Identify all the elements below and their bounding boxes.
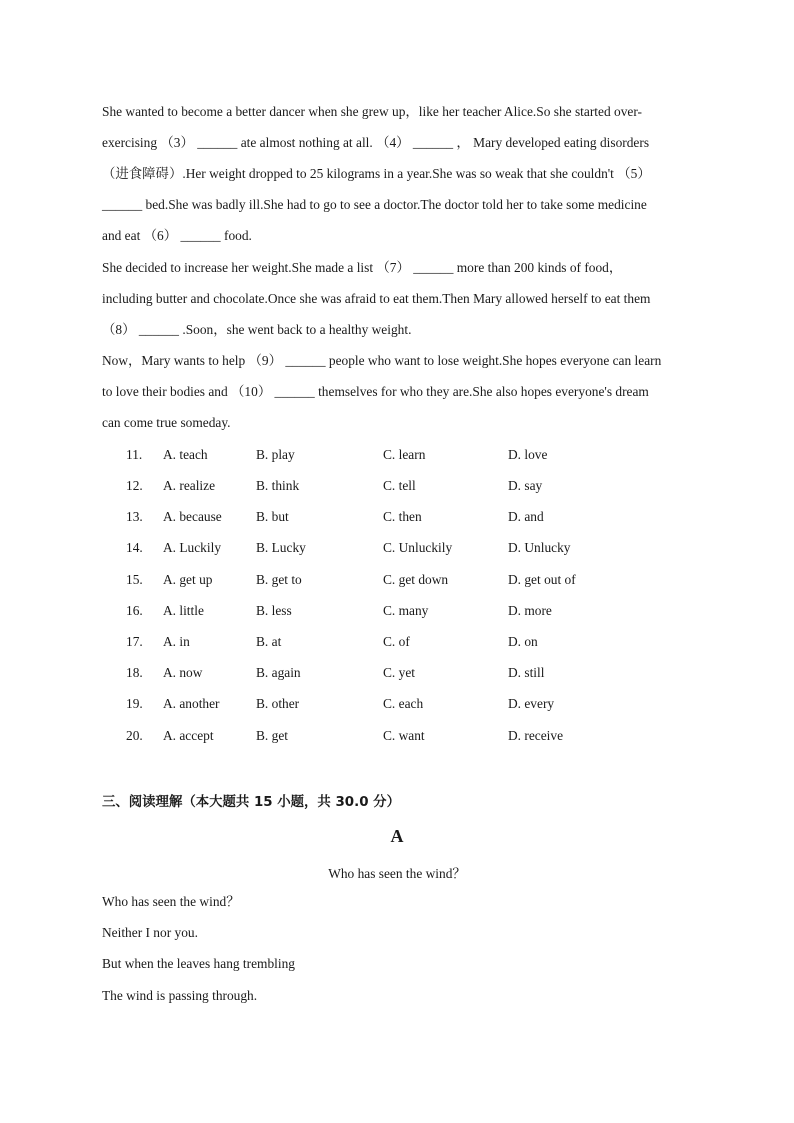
question-number: 11. bbox=[126, 447, 143, 462]
option-b: B. get bbox=[256, 728, 288, 743]
passage-line: to love their bodies and （10） ______ themselves for who they are.She also hopes everyone's dream bbox=[102, 384, 649, 399]
passage-line: （进食障碍）.Her weight dropped to 25 kilograms in a year.She was so weak that she couldn't （5） bbox=[102, 166, 651, 181]
option-b: B. play bbox=[256, 447, 295, 462]
option-a: A. another bbox=[163, 696, 220, 711]
poem-line: But when the leaves hang trembling bbox=[102, 956, 296, 971]
option-c: C. get down bbox=[383, 572, 449, 587]
option-a: A. now bbox=[163, 665, 203, 680]
question-number: 15. bbox=[126, 572, 143, 587]
option-d: D. get out of bbox=[508, 572, 576, 587]
poem-line: Neither I nor you. bbox=[102, 925, 198, 940]
option-c: C. of bbox=[383, 634, 410, 649]
option-a: A. get up bbox=[163, 572, 213, 587]
passage-line: including butter and chocolate.Once she was afraid to eat them.Then Mary allowed herself to eat them bbox=[102, 291, 651, 306]
option-d: D. receive bbox=[508, 728, 564, 743]
option-a: A. little bbox=[163, 603, 204, 618]
option-c: C. tell bbox=[383, 478, 416, 493]
option-c: C. each bbox=[383, 696, 424, 711]
option-c: C. want bbox=[383, 728, 425, 743]
option-b: B. at bbox=[256, 634, 282, 649]
passage-line: （8） ______ .Soon，she went back to a healthy weight. bbox=[102, 322, 412, 337]
option-b: B. get to bbox=[256, 572, 302, 587]
option-d: D. every bbox=[508, 696, 555, 711]
passage-line: Now，Mary wants to help （9） ______ people who want to lose weight.She hopes everyone can learn bbox=[102, 353, 662, 368]
question-number: 14. bbox=[126, 540, 143, 555]
option-a: A. realize bbox=[163, 478, 216, 493]
option-b: B. again bbox=[256, 665, 301, 680]
question-number: 17. bbox=[126, 634, 143, 649]
question-number: 20. bbox=[126, 728, 143, 743]
option-a: A. accept bbox=[163, 728, 214, 743]
section-heading: 三、阅读理解（本大题共 15 小题，共 30.0 分） bbox=[102, 795, 400, 810]
option-a: A. Luckily bbox=[163, 540, 222, 555]
question-number: 16. bbox=[126, 603, 143, 618]
option-c: C. yet bbox=[383, 665, 415, 680]
option-b: B. less bbox=[256, 603, 292, 618]
option-d: D. and bbox=[508, 509, 544, 524]
option-a: A. in bbox=[163, 634, 190, 649]
option-b: B. Lucky bbox=[256, 540, 306, 555]
option-b: B. other bbox=[256, 696, 300, 711]
option-b: B. but bbox=[256, 509, 289, 524]
option-d: D. love bbox=[508, 447, 548, 462]
option-a: A. because bbox=[163, 509, 222, 524]
option-d: D. say bbox=[508, 478, 543, 493]
option-d: D. on bbox=[508, 634, 538, 649]
option-d: D. Unlucky bbox=[508, 540, 571, 555]
passage-line: ______ bed.She was badly ill.She had to go to see a doctor.The doctor told her to take some medicine bbox=[102, 197, 647, 212]
option-b: B. think bbox=[256, 478, 300, 493]
passage-line: and eat （6） ______ food. bbox=[102, 228, 252, 243]
question-number: 18. bbox=[126, 665, 143, 680]
passage-line: She wanted to become a better dancer when she grew up，like her teacher Alice.So she started over- bbox=[102, 104, 642, 119]
option-d: D. more bbox=[508, 603, 552, 618]
poem-title: Who has seen the wind？ bbox=[328, 866, 466, 881]
option-c: C. then bbox=[383, 509, 422, 524]
passage-letter: A bbox=[390, 826, 404, 846]
question-number: 19. bbox=[126, 696, 143, 711]
option-d: D. still bbox=[508, 665, 545, 680]
passage-line: She decided to increase her weight.She made a list （7） ______ more than 200 kinds of food， bbox=[102, 260, 623, 275]
passage-line: exercising （3） ______ ate almost nothing at all. （4） ______ ， Mary developed eating disorders bbox=[102, 135, 650, 150]
passage-line: can come true someday. bbox=[102, 415, 231, 430]
question-number: 13. bbox=[126, 509, 143, 524]
option-c: C. many bbox=[383, 603, 429, 618]
option-c: C. Unluckily bbox=[383, 540, 453, 555]
option-c: C. learn bbox=[383, 447, 426, 462]
poem-line: The wind is passing through. bbox=[102, 988, 258, 1003]
option-a: A. teach bbox=[163, 447, 208, 462]
poem-line: Who has seen the wind？ bbox=[102, 894, 240, 909]
question-number: 12. bbox=[126, 478, 143, 493]
